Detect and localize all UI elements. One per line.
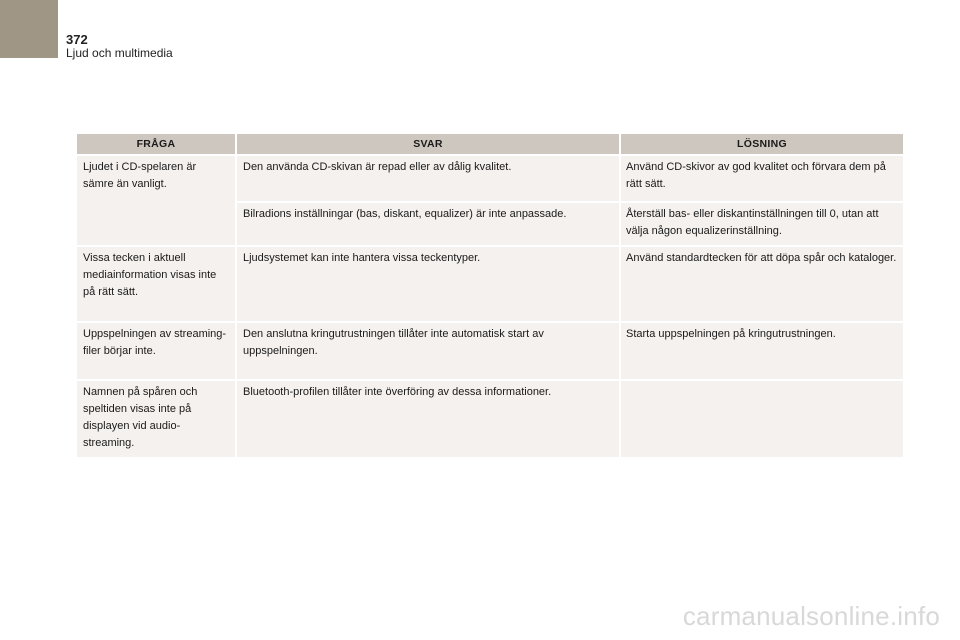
table-header-row	[77, 134, 903, 154]
column-header-solution: LÖSNING	[621, 134, 903, 154]
table-row	[77, 381, 903, 457]
answer-cell: Bluetooth-profilen tillåter inte överföring av dessa informationer.	[237, 381, 619, 457]
question-cell: Uppspelningen av streaming-filer börjar inte.	[77, 323, 235, 379]
column-header-answer: SVAR	[237, 134, 619, 154]
solution-cell: Använd standardtecken för att döpa spår och kataloger.	[621, 247, 903, 321]
table-row	[77, 247, 903, 321]
answer-cell: Den använda CD-skivan är repad eller av dålig kvalitet.	[237, 156, 619, 201]
answer-cell: Ljudsystemet kan inte hantera vissa teckentyper.	[237, 247, 619, 321]
question-cell: Ljudet i CD-spelaren är sämre än vanligt.	[77, 156, 235, 245]
solution-cell: Starta uppspelningen på kringutrustningen.	[621, 323, 903, 379]
table-row	[77, 323, 903, 379]
corner-tab	[0, 0, 58, 58]
solution-cell: Använd CD-skivor av god kvalitet och förvara dem på rätt sätt.	[621, 156, 903, 201]
question-cell: Namnen på spåren och speltiden visas inte på displayen vid audio-streaming.	[77, 381, 235, 457]
section-title: Ljud och multimedia	[66, 46, 173, 60]
answer-cell: Bilradions inställningar (bas, diskant, equalizer) är inte anpassade.	[237, 203, 619, 245]
page-number: 372	[66, 32, 88, 47]
answer-cell: Den anslutna kringutrustningen tillåter inte automatisk start av uppspelningen.	[237, 323, 619, 379]
column-header-question: FRÅGA	[77, 134, 235, 154]
question-cell: Vissa tecken i aktuell mediainformation visas inte på rätt sätt.	[77, 247, 235, 321]
watermark: carmanualsonline.info	[682, 601, 940, 631]
troubleshooting-table	[75, 132, 905, 459]
solution-cell	[621, 381, 903, 457]
solution-cell: Återställ bas- eller diskantinställningen till 0, utan att välja någon equalizerinställning.	[621, 203, 903, 245]
table-row	[77, 156, 903, 201]
